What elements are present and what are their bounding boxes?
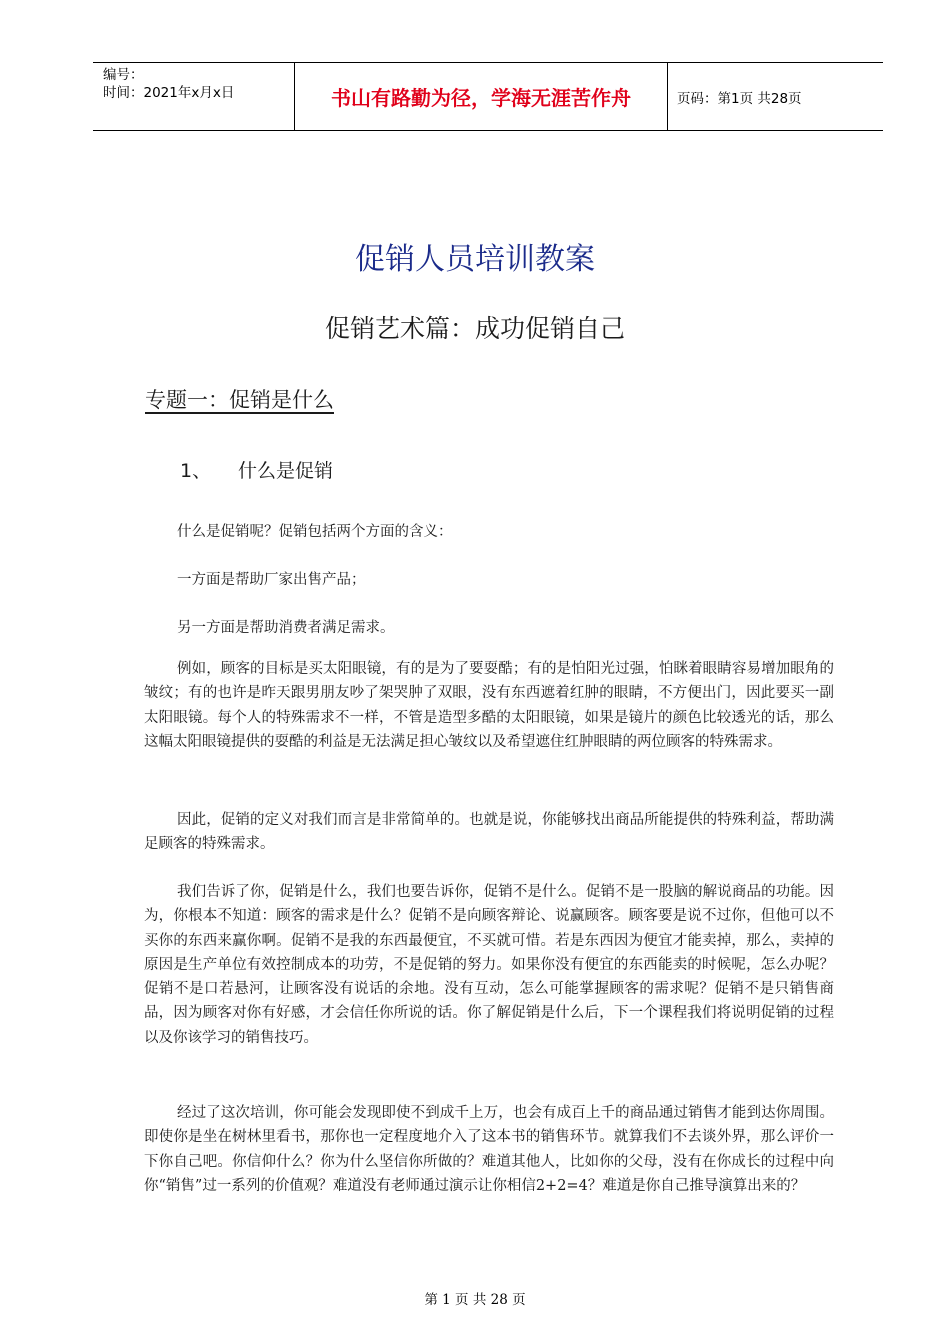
number-label: 编号： <box>103 67 144 83</box>
section-title: 什么是促销 <box>238 460 334 482</box>
document-subtitle: 促销艺术篇：成功促销自己 <box>324 314 625 343</box>
page-header <box>93 62 883 131</box>
page-footer: 第 1 页 共 28 页 <box>424 1292 526 1308</box>
topic-heading: 专题一：促销是什么 <box>145 388 334 412</box>
paragraph: 经过了这次培训，你可能会发现即使不到成千上万，也会有成百上千的商品通过销售才能到达你周围。即使你是坐在树林里看书，那你也一定程度地介入了这本书的销售环节。就算我们不去谈外界，那么评价一下你自己吧。你信仰什么？你为什么坚信你所做的？难道其他人，比如你的父母，没有在你成长的过程中向你“销售”过一系列的价值观？难道没有老师通过演示让你相信2+2=4？难道是你自己推导演算出来的？ <box>144 1105 834 1194</box>
header-page-info: 页码：第1页 共28页 <box>677 90 802 107</box>
paragraph: 一方面是帮助厂家出售产品； <box>177 572 366 588</box>
paragraph: 例如，顾客的目标是买太阳眼镜，有的是为了要耍酷；有的是怕阳光过强，怕眯着眼睛容易增加眼角的皱纹；有的也许是昨天跟男朋友吵了架哭肿了双眼，没有东西遮着红肿的眼睛，不方便出门，因此要买一副太阳眼镜。每个人的特殊需求不一样，不管是造型多酷的太阳眼镜，如果是镜片的颜色比较透光的话，那么这幅太阳眼镜提供的耍酷的利益是无法满足担心皱纹以及希望遮住红肿眼睛的两位顾客的特殊需求。 <box>144 661 834 750</box>
section-heading <box>180 456 333 483</box>
paragraph: 因此，促销的定义对我们而言是非常简单的。也就是说，你能够找出商品所能提供的特殊利益，帮助满足顾客的特殊需求。 <box>144 812 834 853</box>
time-label: 时间：2021年x月x日 <box>103 85 235 101</box>
paragraph: 另一方面是帮助消费者满足需求。 <box>177 620 395 636</box>
section-number: 1、 <box>180 460 212 482</box>
header-divider <box>667 63 668 130</box>
paragraph: 我们告诉了你，促销是什么，我们也要告诉你，促销不是什么。促销不是一股脑的解说商品的功能。因为，你根本不知道：顾客的需求是什么？促销不是向顾客辩论、说赢顾客。顾客要是说不过你，但他可以不买你的东西来赢你啊。促销不是我的东西最便宜，不买就可惜。若是东西因为便宜才能卖掉，那么，卖掉的原因是生产单位有效控制成本的功劳，不是促销的努力。如果你没有便宜的东西能卖的时候呢，怎么办呢？促销不是口若悬河，让顾客没有说话的余地。没有互动，怎么可能掌握顾客的需求呢？促销不是只销售商品，因为顾客对你有好感，才会信任你所说的话。你了解促销是什么后，下一个课程我们将说明促销的过程以及你该学习的销售技巧。 <box>144 884 834 1046</box>
paragraph: 什么是促销呢？促销包括两个方面的含义： <box>177 524 453 540</box>
header-meta <box>103 66 293 102</box>
header-motto: 书山有路勤为径，学海无涯苦作舟 <box>331 86 631 110</box>
document-title: 促销人员培训教案 <box>355 242 595 277</box>
